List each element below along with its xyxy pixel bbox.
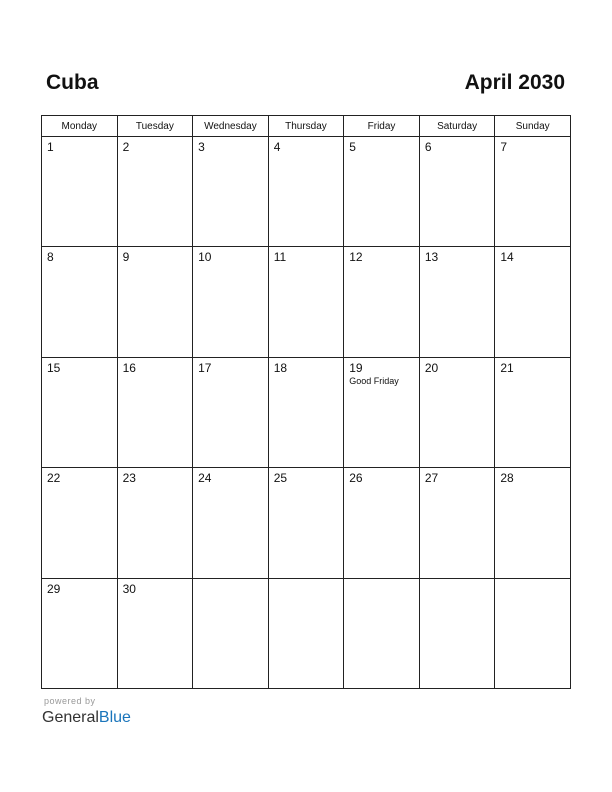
day-cell — [495, 468, 571, 578]
day-number: 23 — [122, 471, 136, 486]
holiday-label — [269, 582, 344, 583]
day-number: 18 — [273, 360, 288, 375]
holiday-label — [344, 582, 419, 583]
holiday-label — [420, 375, 495, 376]
calendar-table — [41, 115, 571, 689]
day-number: 22 — [47, 471, 61, 486]
brand-logo[interactable] — [42, 696, 131, 728]
day-number: 27 — [424, 471, 439, 486]
week-row — [42, 578, 571, 688]
holiday-label — [344, 264, 419, 265]
day-cell — [117, 137, 193, 247]
holiday-label — [495, 485, 570, 486]
day-cell — [344, 578, 420, 688]
day-number: 25 — [273, 471, 288, 486]
weekday-header: Friday — [344, 116, 420, 137]
day-number: 21 — [500, 360, 514, 375]
holiday-label — [118, 596, 193, 597]
day-number: 6 — [424, 140, 432, 154]
holiday-label — [420, 582, 495, 583]
holiday-label — [344, 485, 419, 486]
day-number: 15 — [47, 360, 61, 375]
day-cell — [193, 578, 269, 688]
holiday-label — [269, 154, 344, 155]
holiday-label — [495, 264, 570, 265]
holiday-label — [42, 375, 117, 376]
holiday-label — [420, 485, 495, 486]
holiday-label — [42, 485, 117, 486]
holiday-label — [495, 154, 570, 155]
day-cell — [268, 357, 344, 467]
day-cell — [117, 468, 193, 578]
day-number: 8 — [47, 250, 54, 265]
day-cell — [193, 468, 269, 578]
weekday-header: Wednesday — [193, 116, 269, 137]
day-number: 7 — [500, 140, 508, 154]
day-cell — [193, 247, 269, 357]
day-number: 20 — [424, 360, 439, 375]
day-number: 30 — [122, 581, 136, 596]
holiday-label — [420, 264, 495, 265]
holiday-label — [118, 485, 193, 486]
day-cell — [193, 357, 269, 467]
day-cell — [419, 357, 495, 467]
week-row — [42, 468, 571, 578]
brand-general-text: General — [42, 709, 99, 726]
day-number: 13 — [424, 250, 439, 265]
day-cell — [495, 247, 571, 357]
holiday-label — [42, 596, 117, 597]
day-cell — [344, 468, 420, 578]
day-number: 5 — [349, 140, 356, 154]
day-number: 16 — [122, 360, 136, 375]
day-number: 14 — [500, 250, 514, 265]
day-number: 19 — [349, 360, 363, 375]
holiday-label — [118, 264, 193, 265]
weekday-header: Sunday — [495, 116, 571, 137]
brand-blue-text: Blue — [98, 709, 131, 726]
day-number: 11 — [273, 250, 287, 265]
day-number: 4 — [273, 140, 281, 154]
day-cell — [495, 578, 571, 688]
holiday-label — [118, 375, 193, 376]
weekday-header: Monday — [42, 116, 118, 137]
day-cell — [419, 578, 495, 688]
holiday-label — [193, 375, 268, 376]
holiday-label — [269, 375, 344, 376]
country-title: Cuba — [46, 71, 99, 94]
day-cell — [42, 468, 118, 578]
day-number: 29 — [47, 581, 61, 596]
day-cell — [117, 357, 193, 467]
day-cell — [344, 357, 420, 467]
week-row — [42, 137, 571, 247]
day-number: 28 — [500, 471, 514, 486]
week-row — [42, 247, 571, 357]
day-cell — [344, 137, 420, 247]
holiday-label — [495, 375, 570, 376]
holiday-label — [118, 154, 193, 155]
day-number: 24 — [198, 471, 212, 486]
weekday-header-row — [42, 116, 571, 137]
day-number: 2 — [122, 140, 130, 154]
day-number: 10 — [198, 250, 212, 265]
holiday-label — [42, 154, 117, 155]
holiday-label — [495, 582, 570, 583]
holiday-label: Good Friday — [349, 375, 399, 386]
holiday-label — [269, 485, 344, 486]
day-cell — [268, 247, 344, 357]
weekday-header: Tuesday — [117, 116, 193, 137]
day-cell — [344, 247, 420, 357]
day-number: 9 — [122, 250, 130, 265]
day-cell — [268, 468, 344, 578]
holiday-label — [344, 154, 419, 155]
calendar-grid — [41, 115, 571, 689]
day-cell — [419, 468, 495, 578]
weekday-header: Saturday — [419, 116, 495, 137]
holiday-label — [420, 154, 495, 155]
day-number: 12 — [349, 250, 363, 265]
day-number: 17 — [198, 360, 212, 375]
day-cell — [193, 137, 269, 247]
day-cell — [495, 137, 571, 247]
day-cell — [495, 357, 571, 467]
holiday-label — [193, 582, 268, 583]
day-cell — [268, 137, 344, 247]
day-cell — [268, 578, 344, 688]
holiday-label — [193, 264, 268, 265]
month-title: April 2030 — [464, 71, 565, 94]
holiday-label — [42, 264, 117, 265]
day-cell — [42, 247, 118, 357]
day-number: 1 — [47, 140, 54, 154]
day-cell — [117, 578, 193, 688]
day-number: 26 — [349, 471, 363, 486]
week-row — [42, 357, 571, 467]
weekday-header: Thursday — [268, 116, 344, 137]
day-cell — [42, 578, 118, 688]
powered-by-text: powered by — [44, 696, 96, 706]
brand-name — [42, 708, 131, 728]
holiday-label — [193, 154, 268, 155]
day-cell — [419, 247, 495, 357]
holiday-label — [269, 264, 344, 265]
day-number: 3 — [198, 140, 205, 154]
day-cell — [42, 357, 118, 467]
day-cell — [419, 137, 495, 247]
day-cell — [42, 137, 118, 247]
holiday-label — [193, 485, 268, 486]
day-cell — [117, 247, 193, 357]
